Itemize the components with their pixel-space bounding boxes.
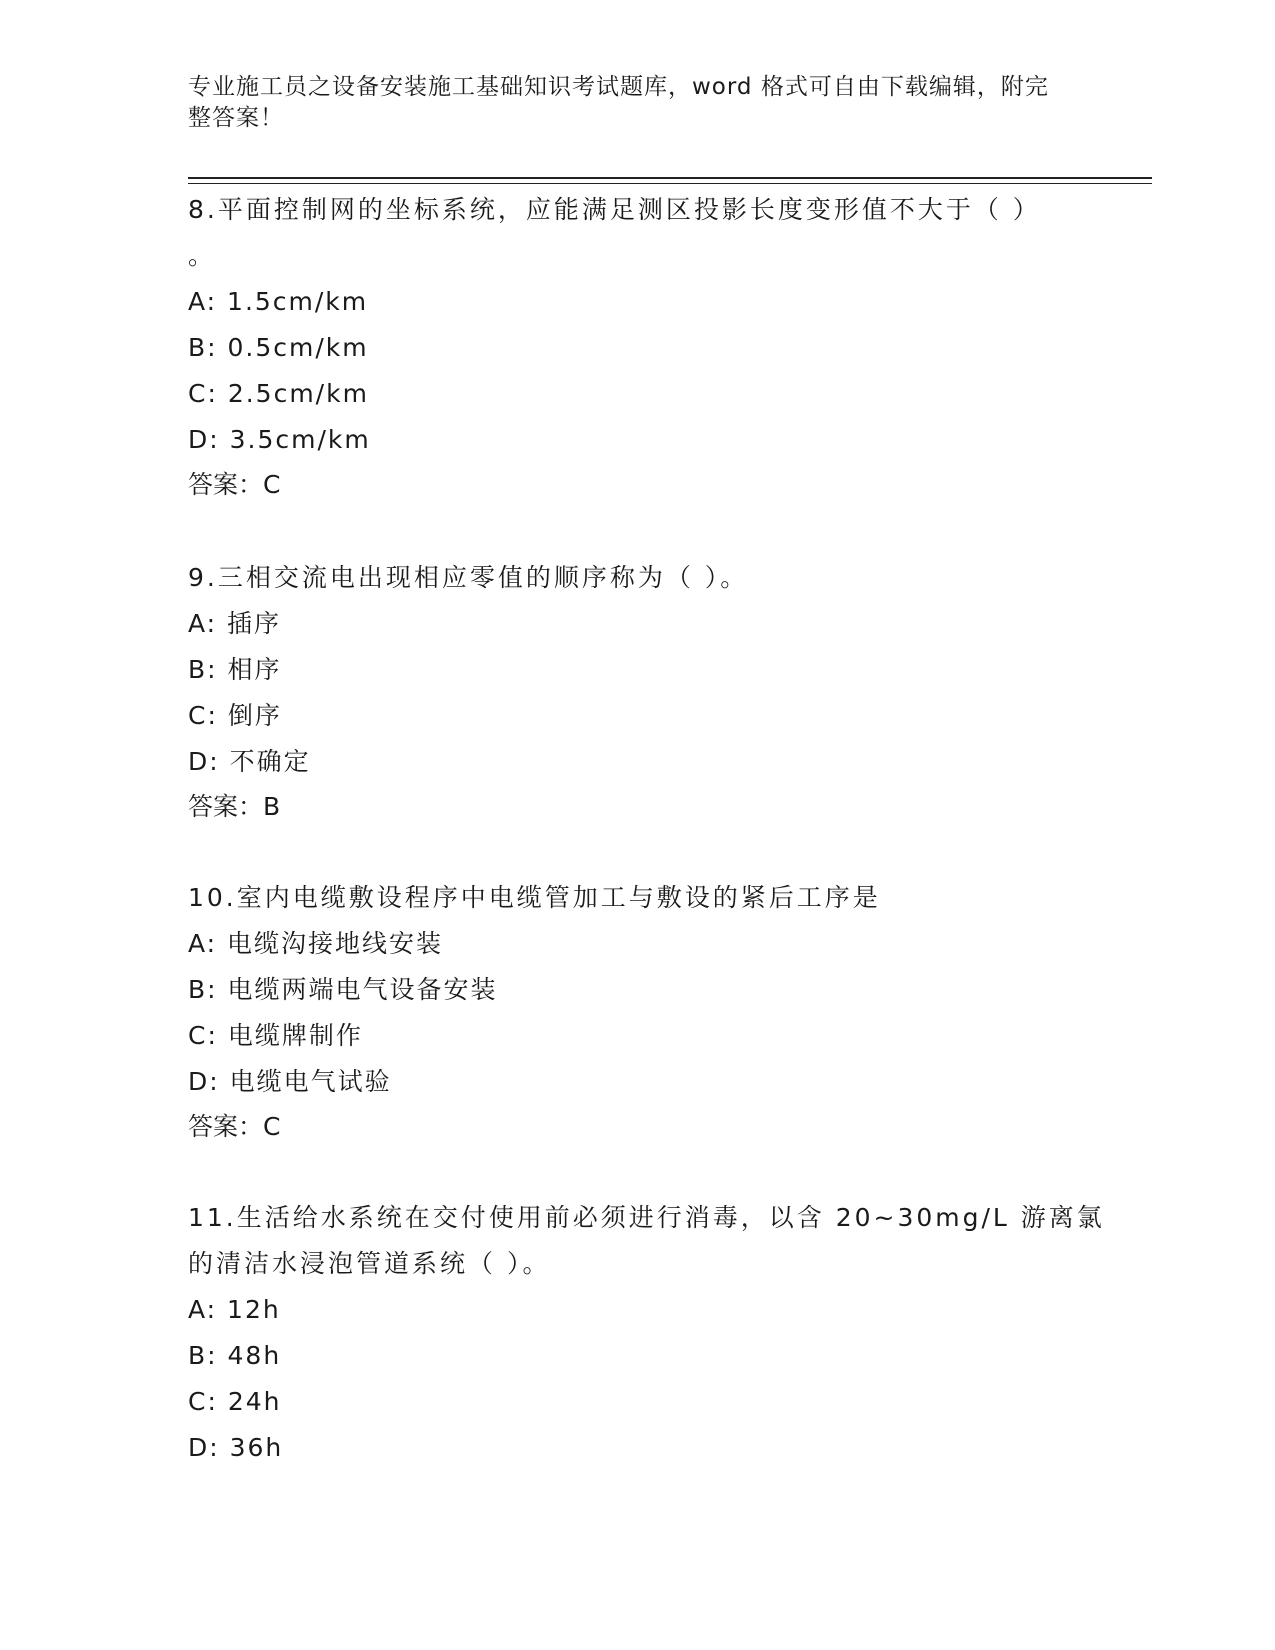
option-d: D: 不确定	[188, 747, 311, 776]
option-d: D: 3.5cm/km	[188, 425, 371, 454]
question-9	[188, 555, 1088, 829]
question-8	[188, 187, 1088, 507]
question-11	[188, 1195, 1105, 1471]
answer-label: 答案：C	[188, 470, 281, 499]
question-stem-line: 的清洁水浸泡管道系统（ ）。	[188, 1249, 551, 1278]
option-b: B: 48h	[188, 1341, 282, 1370]
option-d: D: 电缆电气试验	[188, 1067, 392, 1096]
question-stem-line: 10.室内电缆敷设程序中电缆管加工与敷设的紧后工序是	[188, 883, 881, 912]
option-a: A: 电缆沟接地线安装	[188, 929, 444, 958]
option-a: A: 插序	[188, 609, 282, 638]
question-stem	[188, 875, 1088, 921]
option-a: A: 1.5cm/km	[188, 287, 369, 316]
option-c: C: 24h	[188, 1387, 282, 1416]
header-line: 专业施工员之设备安装施工基础知识考试题库，word 格式可自由下载编辑，附完	[188, 74, 1049, 100]
question-stem	[188, 555, 1088, 601]
answer-label: 答案：B	[188, 792, 281, 821]
question-stem-line: 11.生活给水系统在交付使用前必须进行消毒，以含 20~30mg/L 游离氯	[188, 1203, 1105, 1232]
option-c: C: 电缆牌制作	[188, 1021, 363, 1050]
question-stem	[188, 187, 1088, 279]
question-stem-line: 9.三相交流电出现相应零值的顺序称为（ ）。	[188, 563, 749, 592]
option-d: D: 36h	[188, 1433, 284, 1462]
option-b: B: 0.5cm/km	[188, 333, 369, 362]
document-header	[188, 72, 1068, 134]
header-divider	[188, 177, 1152, 179]
question-10	[188, 875, 1088, 1149]
option-c: C: 2.5cm/km	[188, 379, 369, 408]
question-stem-line: 8.平面控制网的坐标系统，应能满足测区投影长度变形值不大于（ ）	[188, 195, 1041, 224]
answer-label: 答案：C	[188, 1112, 281, 1141]
header-divider-thin	[188, 183, 1152, 184]
question-stem-line: 。	[188, 241, 217, 270]
option-c: C: 倒序	[188, 701, 282, 730]
option-a: A: 12h	[188, 1295, 281, 1324]
header-line: 整答案！	[188, 105, 284, 131]
option-b: B: 电缆两端电气设备安装	[188, 975, 498, 1004]
question-stem	[188, 1195, 1105, 1287]
option-b: B: 相序	[188, 655, 282, 684]
